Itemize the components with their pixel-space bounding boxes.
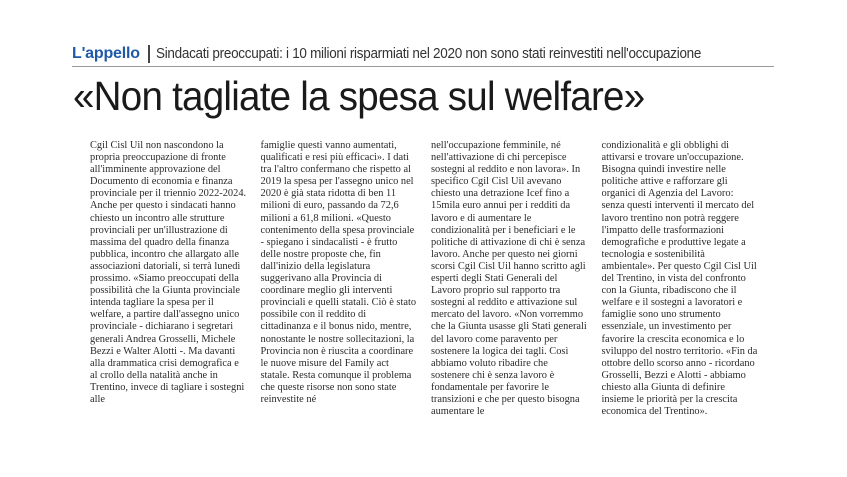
subheadline: Sindacati preoccupati: i 10 milioni risparmiati nel 2020 non sono stati reinvestiti nell'occupazione xyxy=(155,46,701,62)
headline: «Non tagliate la spesa sul welfare» xyxy=(73,73,645,119)
kicker-separator xyxy=(148,45,150,63)
header-rule xyxy=(72,66,774,67)
kicker-bar xyxy=(72,44,772,64)
column-text: nell'occupazione femminile, né nell'attivazione di chi percepisce sostegni al reddito e non lavora». In specifico Cgil Cisl Uil avevano chiesto una detrazione Icef fino a 15mila euro annui per i redditi da lavoro e di aumentare le condizionalità per i beneficiari e le politiche di attivazione di chi è senza lavoro. Anche per questo nei giorni scorsi Cgil Cisl Uil hanno scritto agli esperti degli Stati Generali del Lavoro proprio sul rapporto tra sostegni al reddito e attivazione sul mercato del lavoro. «Non vorremmo che la Giunta usasse gli Stati generali del lavoro come paravento per sostenere la logica dei tagli. Così abbiamo voluto ribadire che sostenere chi è senza lavoro è fondamentale per favorire le transizioni e che per questo bisogna aumentare le xyxy=(431,140,587,418)
article-column-3 xyxy=(431,140,588,460)
section-kicker: L'appello xyxy=(72,45,140,62)
column-text: condizionalità e gli obblighi di attivarsi e trovare un'occupazione. Bisogna quindi investire nelle politiche attive e rafforzare gli organici di Agenzia del Lavoro: senza questi interventi il mercato del lavoro trentino non potrà reggere l'impatto delle trasformazioni demografiche e produttive legate a tecnologia e sostenibilità ambientale». Per questo Cgil Cisl Uil del Trentino, in vista del confronto con la Giunta, ribadiscono che il welfare e il sostegni a lavoratori e famiglie sono uno strumento essenziale, un investimento per favorire la crescita economica e lo sviluppo del nostro territorio. «Fin da ottobre dello scorso anno - ricordano Grosselli, Bezzi e Alotti - abbiamo chiesto alla Giunta di definire insieme le priorità per la crescita economica del Trentino». xyxy=(601,140,758,418)
article-column-4 xyxy=(602,140,759,460)
article-column-1 xyxy=(90,140,247,460)
article-body xyxy=(90,140,758,460)
column-text: famiglie questi vanno aumentati, qualificati e resi più efficaci». I dati tra l'altro confermano che rispetto al 2019 la spesa per l'assegno unico nel 2020 è già stata ridotta di ben 11 milioni di euro, passando da 72,6 milioni a 61,8 milioni. «Questo contenimento della spesa provinciale - spiegano i sindacalisti - è frutto delle nostre proposte che, fin dall'inizio della legislatura suggerivano alla Provincia di coordinare meglio gli interventi provinciali e quelli statali. Ciò è stato possibile con il reddito di cittadinanza e il bonus nido, mentre, nonostante le nostre sollecitazioni, la Provincia non è riuscita a coordinare le nuove misure del Family act statale. Resta comunque il problema che queste risorse non sono state reinvestite né xyxy=(260,140,417,405)
article-column-2 xyxy=(261,140,418,460)
column-text: Cgil Cisl Uil non nascondono la propria preoccupazione di fronte all'imminente approvazione del Documento di economia e finanza provinciale per il triennio 2022-2024. Anche per questo i sindacati hanno chiesto un incontro alle strutture provinciali per un'illustrazione di massima del quadro della finanza pubblica, incontro che allargato alle associazioni datoriali, si terrà lunedì prossimo. «Siamo preoccupati della possibilità che la Giunta provinciale intenda tagliare la spesa per il welfare, a partire dall'assegno unico provinciale - dichiarano i segretari generali Andrea Grosselli, Michele Bezzi e Walter Alotti -. Ma davanti alla drammatica crisi demografica e al crollo della natalità anche in Trentino, invece di tagliare i sostegni alle xyxy=(90,140,247,405)
